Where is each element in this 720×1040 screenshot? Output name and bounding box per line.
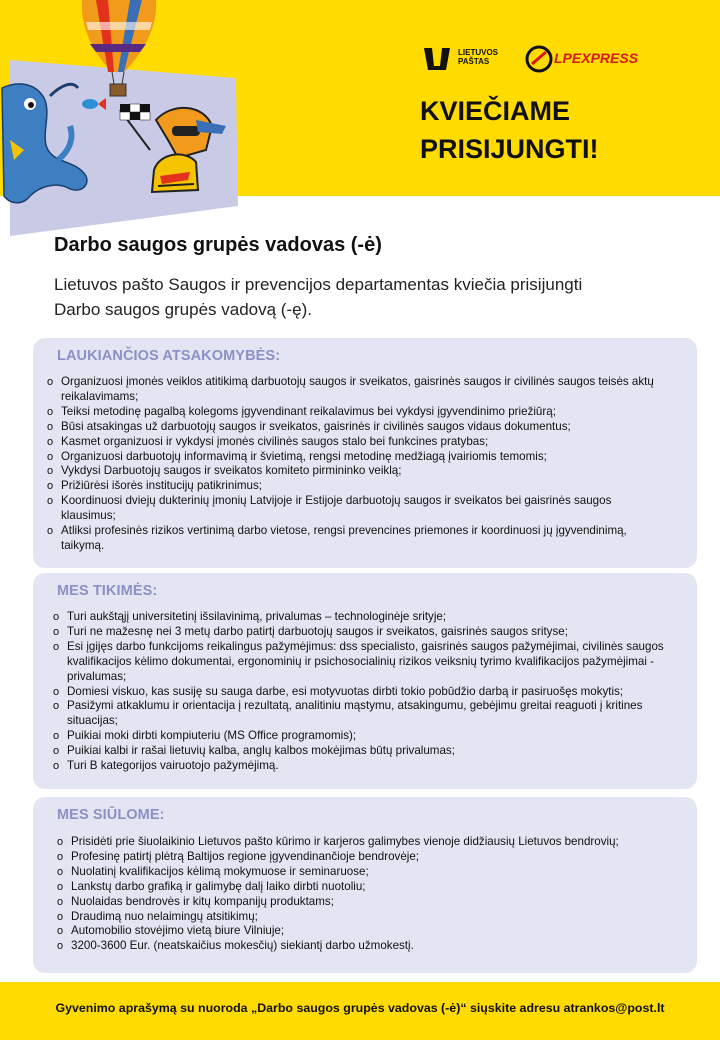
- list-item: o Prižiūrėsi išorės institucijų patikrinimus;: [47, 479, 667, 494]
- hot-air-balloon-illustration: [0, 0, 260, 240]
- list-item: o Pasižymi atkaklumu ir orientacija į rezultatą, analitiniu mąstymu, atsakingumu, gebėjimu greitai reaguoti į kritines situacijas;: [53, 699, 693, 729]
- offer-list: [57, 835, 697, 954]
- brand-logos: [420, 44, 660, 74]
- list-item: o Koordinuosi dviejų dukterinių įmonių Latvijoje ir Estijoje darbuotojų saugos ir sveikatos bei gaisrinės saugos klausimus;: [47, 494, 667, 524]
- list-item: o Profesinę patirtį plėtrą Baltijos regione įgyvendinančioje bendrovėje;: [57, 850, 697, 865]
- expectations-section: [33, 573, 697, 789]
- section-heading: MES TIKIMĖS:: [57, 583, 158, 599]
- list-item: o Automobilio stovėjimo vietą biure Vilniuje;: [57, 924, 697, 939]
- lietuvos-pastas-horn-icon: [420, 44, 454, 74]
- application-instructions: Gyvenimo aprašymą su nuoroda „Darbo saugos grupės vadovas (-ė)“ siųskite adresu atrankos@post.lt: [55, 1001, 665, 1015]
- expectations-list: [53, 610, 693, 774]
- list-item: o Esi įgijęs darbo funkcijoms reikalingus pažymėjimus: dss specialisto, gaisrinės saugos pažymėjimai, civilinės saugos kvalifikacijos kėlimo dokumentai, ergonominių ir psichosocialinių rizikos veiksnių tyrimo kvalifikacijos pažymėjimai - privalumas;: [53, 640, 693, 685]
- list-item: o Turi ne mažesnę nei 3 metų darbo patirtį darbuotojų saugos ir sveikatos, gaisrinės saugos srityse;: [53, 625, 693, 640]
- list-item: o Organizuosi darbuotojų informavimą ir švietimą, rengsi metodinę medžiagą įvairiomis temomis;: [47, 450, 667, 465]
- list-item: o Puikiai kalbi ir rašai lietuvių kalba, anglų kalbos mokėjimas būtų privalumas;: [53, 744, 693, 759]
- list-item: o Draudimą nuo nelaimingų atsitikimų;: [57, 910, 697, 925]
- job-title: Darbo saugos grupės vadovas (-ė): [54, 234, 382, 256]
- responsibilities-list: [47, 375, 667, 554]
- list-item: o Turi aukštąjį universitetinį išsilavinimą, privalumas – technologinėje srityje;: [53, 610, 693, 625]
- list-item: o Domiesi viskuo, kas susiję su sauga darbe, esi motyvuotas dirbti tokio pobūdžio darbą ir pasiruošęs mokytis;: [53, 685, 693, 700]
- lpexpress-logo-icon: [524, 44, 554, 74]
- list-item: o Nuolatinį kvalifikacijos kėlimą mokymuose ir seminaruose;: [57, 865, 697, 880]
- list-item: o 3200-3600 Eur. (neatskaičius mokesčių) siekiantį darbo užmokestį.: [57, 939, 697, 954]
- list-item: o Organizuosi įmonės veiklos atitikimą darbuotojų saugos ir sveikatos, gaisrinės saugos ir civilinės saugos teisės aktų reikalavimams;: [47, 375, 667, 405]
- list-item: o Teiksi metodinę pagalbą kolegoms įgyvendinant reikalavimus bei vykdysi įgyvendinimo priežiūrą;: [47, 405, 667, 420]
- list-item: o Prisidėti prie šiuolaikinio Lietuvos pašto kūrimo ir karjeros galimybes vienoje didžiausių Lietuvos bendrovių;: [57, 835, 697, 850]
- lpexpress-logo-text: LPEXPRESS: [554, 50, 639, 66]
- list-item: o Būsi atsakingas už darbuotojų saugos ir sveikatos, gaisrinės ir civilinės saugos vidaus dokumentus;: [47, 420, 667, 435]
- list-item: o Turi B kategorijos vairuotojo pažymėjimą.: [53, 759, 693, 774]
- job-intro: Lietuvos pašto Saugos ir prevencijos departamentas kviečia prisijungti Darbo saugos grupės vadovą (-ę).: [54, 275, 583, 319]
- list-item: o Nuolaidas bendrovės ir kitų kompanijų produktams;: [57, 895, 697, 910]
- section-heading: MES SIŪLOME:: [57, 807, 165, 823]
- list-item: o Lankstų darbo grafiką ir galimybę dalį laiko dirbti nuotoliu;: [57, 880, 697, 895]
- offer-section: [33, 797, 697, 973]
- footer-band: [0, 982, 720, 1040]
- list-item: o Puikiai moki dirbti kompiuteriu (MS Office programomis);: [53, 729, 693, 744]
- responsibilities-section: [33, 338, 697, 568]
- section-heading: LAUKIANČIOS ATSAKOMYBĖS:: [57, 348, 281, 364]
- list-item: o Kasmet organizuosi ir vykdysi įmonės civilinės saugos stalo bei funkcines pratybas;: [47, 435, 667, 450]
- list-item: o Atliksi profesinės rizikos vertinimą darbo vietose, rengsi prevencines priemones ir koordinuosi jų įgyvendinimą, taikymą.: [47, 524, 667, 554]
- invite-heading: KVIEČIAME PRISIJUNGTI!: [420, 96, 599, 164]
- list-item: o Vykdysi Darbuotojų saugos ir sveikatos komiteto pirmininko veiklą;: [47, 464, 667, 479]
- lietuvos-pastas-logo-text: LIETUVOS PAŠTAS: [458, 48, 499, 66]
